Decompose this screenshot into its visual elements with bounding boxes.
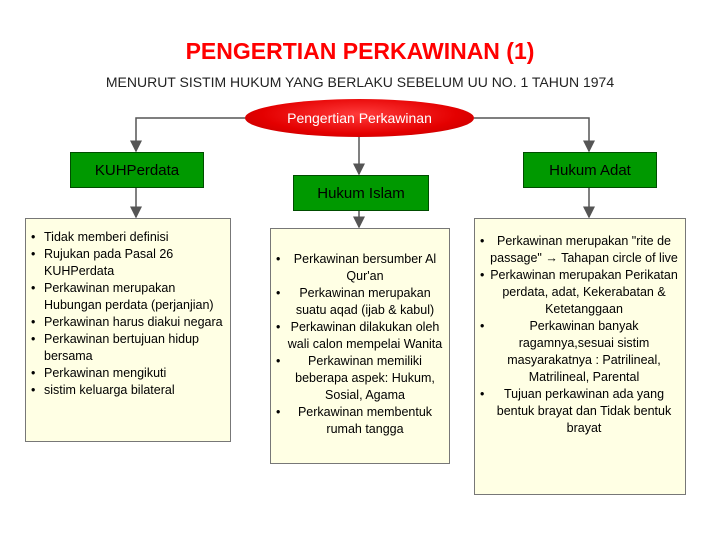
list-item: • Perkawinan merupakan "rite de passage" → Tahapan circle of live: [475, 233, 685, 267]
list-item: • Perkawinan harus diakui negara: [26, 314, 230, 331]
list-item: • Perkawinan bertujuan hidup bersama: [26, 331, 230, 365]
list-item: • Perkawinan membentuk rumah tangga: [271, 404, 449, 438]
list-item: • Perkawinan mengikuti: [26, 365, 230, 382]
list-item: • Perkawinan memiliki beberapa aspek: Hukum, Sosial, Agama: [271, 353, 449, 404]
list-item: • Perkawinan banyak ragamnya,sesuai sistim masyarakatnya : Patrilineal, Matrilineal, Parental: [475, 318, 685, 386]
branch-kuhperdata: KUHPerdata: [70, 152, 204, 188]
list-item: • Perkawinan merupakan Hubungan perdata (perjanjian): [26, 280, 230, 314]
branch-hukum-islam: Hukum Islam: [293, 175, 429, 211]
list-item: • sistim keluarga bilateral: [26, 382, 230, 399]
kuhperdata-panel: [25, 218, 231, 442]
hukum-adat-panel: [474, 218, 686, 495]
page-title: PENGERTIAN PERKAWINAN (1): [185, 38, 535, 64]
list-item: • Perkawinan merupakan suatu aqad (ijab & kabul): [271, 285, 449, 319]
arrow-to-hukum-adat: [474, 118, 589, 151]
list-item: • Rujukan pada Pasal 26 KUHPerdata: [26, 246, 230, 280]
page-subtitle: MENURUT SISTIM HUKUM YANG BERLAKU SEBELUM UU NO. 1 TAHUN 1974: [105, 74, 615, 90]
list-item: • Tujuan perkawinan ada yang bentuk brayat dan Tidak bentuk brayat: [475, 386, 685, 437]
hukum-islam-panel: [270, 228, 450, 464]
branch-hukum-adat: Hukum Adat: [523, 152, 657, 188]
list-item: • Perkawinan bersumber Al Qur'an: [271, 251, 449, 285]
list-item: • Perkawinan dilakukan oleh wali calon mempelai Wanita: [271, 319, 449, 353]
list-item: • Perkawinan merupakan Perikatan perdata, adat, Kekerabatan & Ketetanggaan: [475, 267, 685, 318]
list-item: • Tidak memberi definisi: [26, 229, 230, 246]
root-node: Pengertian Perkawinan: [245, 99, 474, 137]
arrow-to-kuhperdata: [136, 118, 245, 151]
